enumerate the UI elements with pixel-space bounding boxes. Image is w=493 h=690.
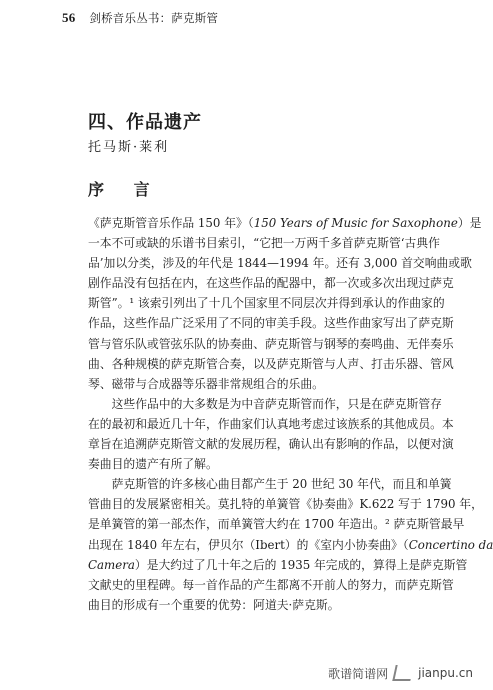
body-line: 萨克斯管的许多核心曲目都产生于 20 世纪 30 年代，而且和单簧 [111,477,452,492]
site-watermark [203,664,473,682]
page-number: 56 [62,10,76,25]
body-line: 琴、磁带与合成器等乐器非常规组合的乐曲。 [88,376,324,391]
body-line: 出现在 1840 年左右，伊贝尔（Ibert）的《室内小协奏曲》（Concertino da [88,537,493,552]
body-line: 曲目的形成有一个重要的优势：阿道夫·萨克斯。 [88,597,340,612]
body-line: 管与管乐队或管弦乐队的协奏曲、萨克斯管与钢琴的奏鸣曲、无伴奏乐 [88,336,454,351]
watermark-url: jianpu.cn [418,666,473,680]
body-line: 章旨在追溯萨克斯管文献的发展历程，确认出有影响的作品，以便对演 [88,437,454,452]
curve-mark-icon [392,665,413,681]
body-line: 剧作品没有包括在内，在这些作品的配器中，都一次或多次出现过萨克 [88,276,454,291]
body-line: 是单簧管的第一部杰作，而单簧管大约在 1700 年造出。² 萨克斯管最早 [88,517,465,532]
body-line: 文献史的里程碑。每一首作品的产生都离不开前人的努力，而萨克斯管 [88,577,454,592]
chapter-title: 四、作品遗产 [88,112,202,133]
running-title: 剑桥音乐丛书：萨克斯管 [89,11,219,25]
body-line: 作品，这些作品广泛采用了不同的审美手段。这些作曲家写出了萨克斯 [88,316,454,331]
running-head [62,10,422,32]
body-line: 斯管”。¹ 该索引列出了十几个国家里不同层次并得到承认的作曲家的 [88,296,445,311]
body-line: 管曲目的发展紧密相关。莫扎特的单簧管《协奏曲》K.622 写于 1790 年， [88,497,483,512]
body-line: 奏曲目的遗产有所了解。 [88,457,218,472]
watermark-text: 歌谱简谱网 [328,666,389,681]
body-line: Camera）是大约过了几十年之后的 1935 年完成的，算得上是萨克斯管 [88,557,468,572]
chapter-author: 托马斯·莱利 [88,140,170,155]
body-line: 一本不可或缺的乐谱书目索引，“它把一万两千多首萨克斯管‘古典作 [88,236,440,251]
body-line: 《萨克斯管音乐作品 150 年》（150 Years of Music for Saxophone）是 [88,216,482,230]
body-line: 曲、各种规模的萨克斯管合奏，以及萨克斯管与人声、打击乐器、管风 [88,356,454,371]
body-line: 在的最初和最近几十年，作曲家们认真地考虑过该族系的其他成员。本 [88,416,454,431]
body-line: 品’加以分类，涉及的年代是 1844—1994 年。还有 3,000 首交响曲或歌 [88,256,472,271]
body-line: 这些作品中的大多数是为中音萨克斯管而作，只是在萨克斯管存 [111,396,442,411]
body-text [88,213,493,615]
section-heading: 序 言 [88,180,162,199]
